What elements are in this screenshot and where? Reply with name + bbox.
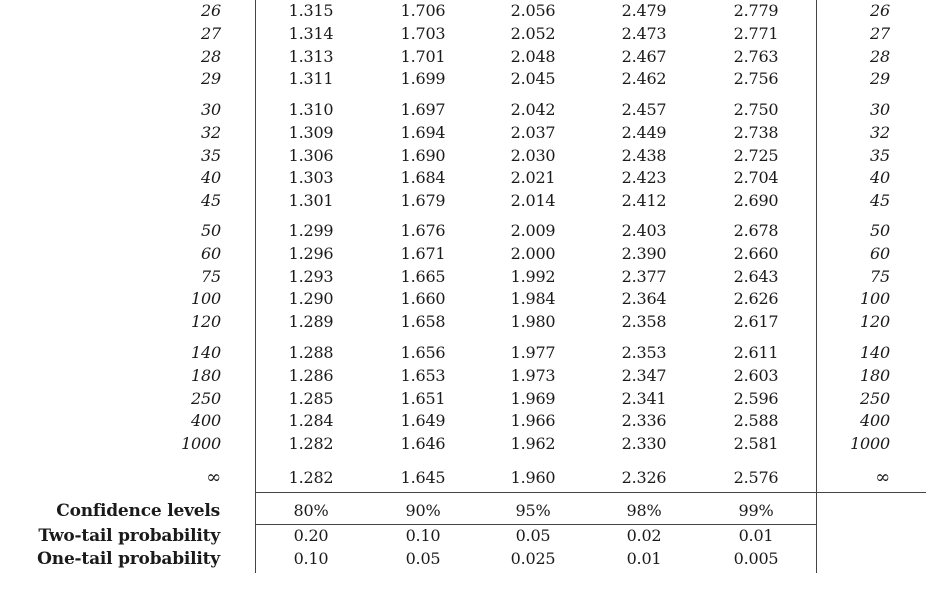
footer-value: 0.05: [515, 526, 551, 545]
critical-value: 2.014: [510, 191, 556, 211]
df-label-right: ∞: [875, 467, 890, 488]
critical-value: 1.656: [400, 343, 446, 362]
critical-value: 2.678: [733, 221, 779, 240]
critical-value: 2.704: [733, 168, 779, 188]
df-label-left: 180: [191, 365, 221, 385]
critical-value: 2.056: [510, 1, 556, 20]
footer-value: 90%: [405, 501, 441, 520]
df-label-right: 1000: [850, 434, 890, 454]
critical-value: 1.306: [288, 145, 334, 165]
critical-value: 2.588: [733, 411, 779, 431]
critical-value: 1.665: [400, 266, 446, 286]
df-label-left: 32: [201, 122, 221, 142]
df-label-right: 75: [870, 266, 890, 286]
df-label-left: 140: [191, 343, 221, 362]
df-label-left: 45: [201, 191, 221, 211]
critical-value: 1.310: [288, 100, 334, 119]
critical-value: 1.299: [288, 221, 334, 240]
critical-value: 2.336: [621, 411, 667, 431]
critical-value: 2.779: [733, 1, 779, 20]
df-label-right: 45: [870, 191, 890, 211]
critical-value: 1.309: [288, 122, 334, 142]
critical-value: 1.313: [288, 46, 334, 66]
critical-value: 1.992: [510, 266, 556, 286]
critical-value: 1.290: [288, 289, 334, 309]
critical-value: 1.284: [288, 411, 334, 431]
df-label-right: 100: [860, 289, 890, 309]
df-label-left: 1000: [181, 434, 221, 454]
critical-value: 1.651: [400, 388, 446, 408]
critical-value: 2.390: [621, 243, 667, 263]
critical-value: 1.984: [510, 289, 556, 309]
critical-value: 1.703: [400, 23, 446, 43]
df-label-right: 400: [860, 411, 890, 431]
df-label-left: 400: [191, 411, 221, 431]
critical-value: 1.645: [400, 468, 446, 487]
critical-value: 1.973: [510, 365, 556, 385]
critical-value: 2.596: [733, 388, 779, 408]
critical-value: 2.423: [621, 168, 667, 188]
critical-value: 2.048: [510, 46, 556, 66]
critical-value: 1.660: [400, 289, 446, 309]
critical-value: 2.326: [621, 468, 667, 487]
df-label-right: 120: [860, 312, 890, 332]
footer-top-rule: [255, 492, 926, 493]
footer-value: 80%: [293, 501, 329, 520]
right-column-divider: [816, 0, 817, 573]
critical-value: 2.643: [733, 266, 779, 286]
critical-value: 1.697: [400, 100, 446, 119]
critical-value: 1.296: [288, 243, 334, 263]
df-label-left: 60: [201, 243, 221, 263]
critical-value: 1.314: [288, 23, 334, 43]
critical-value: 2.377: [621, 266, 667, 286]
footer-value: 0.01: [626, 549, 662, 568]
critical-value: 2.403: [621, 221, 667, 240]
critical-value: 1.658: [400, 312, 446, 332]
footer-value: 0.02: [626, 526, 662, 545]
critical-value: 2.412: [621, 191, 667, 211]
df-label-right: 29: [870, 69, 890, 89]
df-label-right: 40: [870, 168, 890, 188]
footer-row-label: Confidence levels: [56, 501, 220, 521]
critical-value: 1.282: [288, 434, 334, 454]
critical-value: 1.282: [288, 468, 334, 487]
critical-value: 2.611: [733, 343, 779, 362]
critical-value: 2.438: [621, 145, 667, 165]
df-label-right: 35: [870, 145, 890, 165]
critical-value: 2.756: [733, 69, 779, 89]
critical-value: 1.960: [510, 468, 556, 487]
footer-value: 0.20: [293, 526, 329, 545]
critical-value: 2.581: [733, 434, 779, 454]
critical-value: 2.603: [733, 365, 779, 385]
df-label-right: 28: [870, 46, 890, 66]
critical-value: 2.052: [510, 23, 556, 43]
footer-value: 98%: [626, 501, 662, 520]
df-label-left: 28: [201, 46, 221, 66]
critical-value: 2.045: [510, 69, 556, 89]
df-label-right: 60: [870, 243, 890, 263]
footer-row-label: One-tail probability: [37, 549, 220, 569]
critical-value: 2.617: [733, 312, 779, 332]
critical-value: 2.660: [733, 243, 779, 263]
critical-value: 1.694: [400, 122, 446, 142]
critical-value: 1.311: [288, 69, 334, 89]
critical-value: 2.347: [621, 365, 667, 385]
df-label-right: 140: [860, 343, 890, 362]
critical-value: 2.364: [621, 289, 667, 309]
df-label-left: 50: [201, 221, 221, 240]
footer-row-label: Two-tail probability: [38, 526, 220, 546]
df-label-right: 250: [860, 388, 890, 408]
critical-value: 2.462: [621, 69, 667, 89]
critical-value: 2.330: [621, 434, 667, 454]
df-label-left: 30: [201, 100, 221, 119]
footer-value: 99%: [738, 501, 774, 520]
critical-value: 2.021: [510, 168, 556, 188]
footer-value: 0.10: [405, 526, 441, 545]
footer-value: 95%: [515, 501, 551, 520]
critical-value: 1.962: [510, 434, 556, 454]
critical-value: 2.341: [621, 388, 667, 408]
df-label-left: 120: [191, 312, 221, 332]
df-label-left: 29: [201, 69, 221, 89]
critical-value: 1.679: [400, 191, 446, 211]
critical-value: 1.980: [510, 312, 556, 332]
critical-value: 1.315: [288, 1, 334, 20]
critical-value: 2.626: [733, 289, 779, 309]
df-label-left: 75: [201, 266, 221, 286]
critical-value: 1.684: [400, 168, 446, 188]
critical-value: 2.037: [510, 122, 556, 142]
critical-value: 2.576: [733, 468, 779, 487]
critical-value: 1.289: [288, 312, 334, 332]
critical-value: 1.690: [400, 145, 446, 165]
critical-value: 2.738: [733, 122, 779, 142]
footer-value: 0.025: [510, 549, 556, 568]
left-column-divider: [255, 0, 256, 573]
critical-value: 1.288: [288, 343, 334, 362]
critical-value: 2.353: [621, 343, 667, 362]
critical-value: 1.649: [400, 411, 446, 431]
critical-value: 1.701: [400, 46, 446, 66]
footer-value: 0.01: [738, 526, 774, 545]
footer-value: 0.005: [733, 549, 779, 568]
critical-value: 2.457: [621, 100, 667, 119]
df-label-left: 35: [201, 145, 221, 165]
critical-value: 2.763: [733, 46, 779, 66]
df-label-left: 27: [201, 23, 221, 43]
df-label-left: 40: [201, 168, 221, 188]
critical-value: 1.646: [400, 434, 446, 454]
confidence-row-rule: [255, 524, 816, 525]
df-label-left: 26: [201, 1, 221, 20]
footer-value: 0.05: [405, 549, 441, 568]
critical-value: 1.653: [400, 365, 446, 385]
critical-value: 2.009: [510, 221, 556, 240]
critical-value: 2.473: [621, 23, 667, 43]
df-label-right: 50: [870, 221, 890, 240]
df-label-right: 32: [870, 122, 890, 142]
critical-value: 1.699: [400, 69, 446, 89]
critical-value: 2.358: [621, 312, 667, 332]
critical-value: 2.042: [510, 100, 556, 119]
critical-value: 1.303: [288, 168, 334, 188]
critical-value: 2.725: [733, 145, 779, 165]
critical-value: 1.301: [288, 191, 334, 211]
critical-value: 1.706: [400, 1, 446, 20]
critical-value: 1.969: [510, 388, 556, 408]
critical-value: 2.030: [510, 145, 556, 165]
critical-value: 1.676: [400, 221, 446, 240]
footer-value: 0.10: [293, 549, 329, 568]
df-label-right: 30: [870, 100, 890, 119]
critical-value: 1.285: [288, 388, 334, 408]
df-label-right: 180: [860, 365, 890, 385]
critical-value: 1.977: [510, 343, 556, 362]
critical-value: 2.750: [733, 100, 779, 119]
critical-value: 2.771: [733, 23, 779, 43]
critical-value: 1.293: [288, 266, 334, 286]
critical-value: 2.449: [621, 122, 667, 142]
df-label-right: 26: [870, 1, 890, 20]
critical-value: 1.966: [510, 411, 556, 431]
critical-value: 1.671: [400, 243, 446, 263]
critical-value: 2.000: [510, 243, 556, 263]
critical-value: 2.479: [621, 1, 667, 20]
critical-value: 1.286: [288, 365, 334, 385]
critical-value: 2.690: [733, 191, 779, 211]
critical-value: 2.467: [621, 46, 667, 66]
df-label-left: 250: [191, 388, 221, 408]
df-label-left: ∞: [206, 467, 221, 488]
df-label-left: 100: [191, 289, 221, 309]
df-label-right: 27: [870, 23, 890, 43]
